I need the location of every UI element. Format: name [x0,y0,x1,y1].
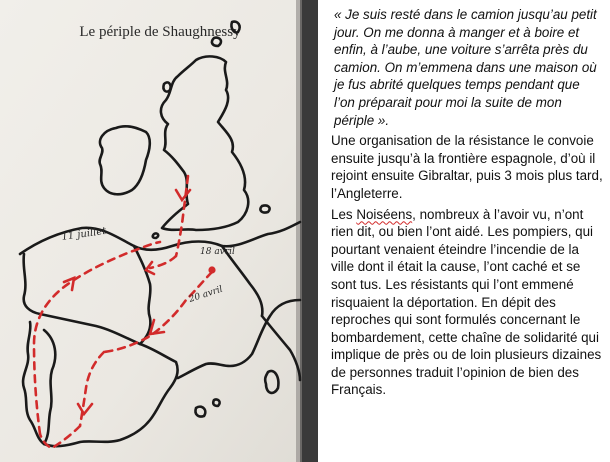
photo-edge-shadow [296,0,302,462]
date-label-july: 11 juillet [60,225,107,243]
spellcheck-word: Noiséens [356,206,413,222]
solidarity-paragraph-prefix: Les [331,206,357,222]
solidarity-paragraph-body: , nombreux à l’avoir vu, n’ont rien dit, ou bien l’ont aidé. Les pompiers, qui pourtant venaient éteindre l’incendie de la ville dont il était la cause, l’ont caché et se sont tus. Les résistants qui l’ont emmené risquaient la déportation. En dépit des reproches qui sont formulés concernant le bombardement, cette chaîne de solidarité qui implique de près ou de loin plusieurs dizaines de personnes traduit l’opinion de bien des Français. [331,206,602,398]
narrative-text [331,6,603,402]
photo-edge [300,0,318,462]
solidarity-paragraph [331,206,603,400]
crash-site-marker [208,266,215,273]
testimony-quote: « Je suis resté dans le camion jusqu’au petit jour. On me donna à manger et à boire et enfin, à l’aube, une voiture s’arrêta près du camion. On m’emmena dans une maison où je fus abrité quelques temps pendant que l’on préparait pour moi la suite de mon périple ». [334,7,597,128]
date-label-april-20: 20 avril [187,284,225,305]
date-label-april-18: 18 avril [200,247,235,257]
map-title: Le périple de Shaughnessy [79,24,241,40]
resistance-paragraph: Une organisation de la résistance le convoie ensuite jusqu’à la frontière espagnole, d’où il rejoint ensuite Gibraltar, puis 3 mois plus tard, l’Angleterre. [331,133,603,201]
